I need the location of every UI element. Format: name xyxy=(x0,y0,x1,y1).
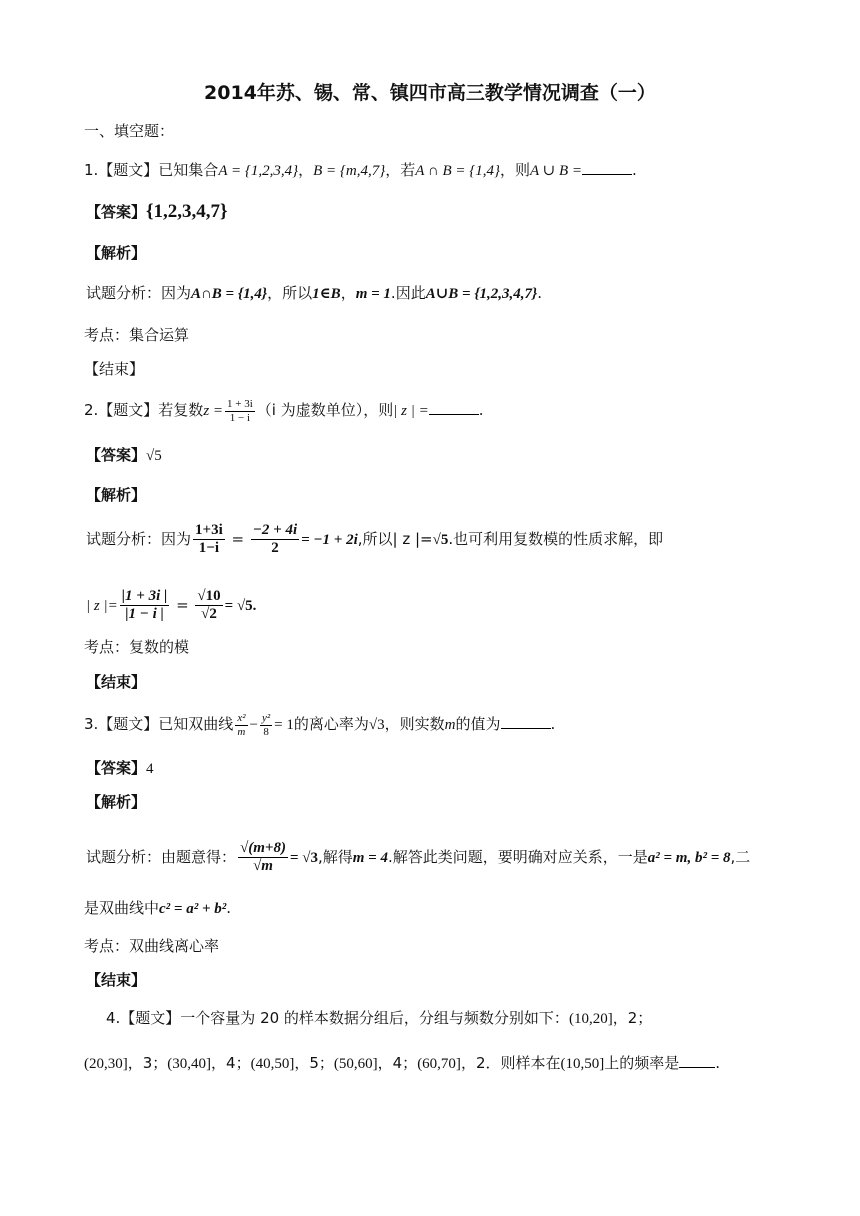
fraction: $\frac{\text{y²}}{8}$ xyxy=(261,712,271,738)
analysis-2-line2: | z |= $\frac{|1 + 3i |}{|1 - i |}$ = $\frac{√10}{√2}$ = √5. xyxy=(86,588,257,623)
answer-blank xyxy=(501,714,551,729)
end-3: 【结束】 xyxy=(86,971,147,989)
analysis-2: 试题分析：因为 $\frac{1+3i}{1-i}$ = $\frac{-2 + 4i}{2}$ = −1 + 2i,所以| z |=√5.也可利用复数模的性质求解，即 xyxy=(86,522,664,557)
end-1: 【结束】 xyxy=(84,360,145,378)
section-heading: 一、填空题： xyxy=(84,122,175,140)
fraction: $\frac{√10}{√2}$ xyxy=(197,588,221,623)
page-title: 2014年苏、锡、常、镇四市高三教学情况调查（一） xyxy=(204,82,656,104)
question-1: 1.【题文】已知集合A = {1,2,3,4}，B = {m,4,7}，若A ∩ B = {1,4}，则A ∪ B = . xyxy=(84,161,637,179)
analysis-label-3: 【解析】 xyxy=(86,793,147,811)
answer-2: 【答案】√5 xyxy=(86,446,162,464)
answer-blank xyxy=(679,1053,715,1068)
fraction: $\frac{-2 + 4i}{2}$ xyxy=(252,522,298,557)
answer-1: 【答案】{1,2,3,4,7} xyxy=(86,201,228,222)
analysis-label-2: 【解析】 xyxy=(86,486,147,504)
kaodian-3: 考点：双曲线离心率 xyxy=(84,937,220,955)
question-4: 4.【题文】一个容量为 20 的样本数据分组后，分组与频数分别如下：(10,20]，2； xyxy=(106,1009,653,1027)
fraction: $\frac{1+3i}{1-i}$ xyxy=(195,522,223,557)
analysis-label-1: 【解析】 xyxy=(86,244,147,262)
fraction: $\frac{√(m+8)}{√m}$ xyxy=(240,840,286,875)
end-2: 【结束】 xyxy=(86,673,147,691)
analysis-1: 试题分析：因为A∩B = {1,4}，所以1∈B，m = 1.因此A∪B = {1,2,3,4,7}. xyxy=(86,284,543,302)
answer-3: 【答案】4 xyxy=(86,759,154,777)
fraction: $\frac{\text{x²}}{m}$ xyxy=(237,712,246,738)
kaodian-1: 考点：集合运算 xyxy=(84,326,190,344)
question-2: 2.【题文】若复数z = $\frac{1 + 3i}{1 - i}$ （i 为虚数单位），则| z | = . xyxy=(84,398,484,424)
question-3: 3.【题文】已知双曲线 $\frac{\text{x²}}{m}$ − $\frac{\text{y²}}{8}$ = 1的离心率为√3，则实数m的值为 . xyxy=(84,712,556,738)
kaodian-2: 考点：复数的模 xyxy=(84,638,190,656)
answer-blank xyxy=(429,400,479,415)
fraction: $\frac{|1 + 3i |}{|1 - i |}$ xyxy=(121,588,168,623)
analysis-3: 试题分析：由题意得： $\frac{√(m+8)}{√m}$ = √3,解得m = 4.解答此类问题，要明确对应关系，一是a² = m, b² = 8,二 xyxy=(86,840,751,875)
question-4-line2: (20,30]，3；(30,40]，4；(40,50]，5；(50,60]，4；(60,70]，2．则样本在(10,50]上的频率是 . xyxy=(84,1054,721,1072)
answer-blank xyxy=(582,160,632,175)
fraction: $\frac{1 + 3i}{1 - i}$ xyxy=(227,398,253,424)
analysis-3-line2: 是双曲线中c² = a² + b². xyxy=(84,899,232,917)
